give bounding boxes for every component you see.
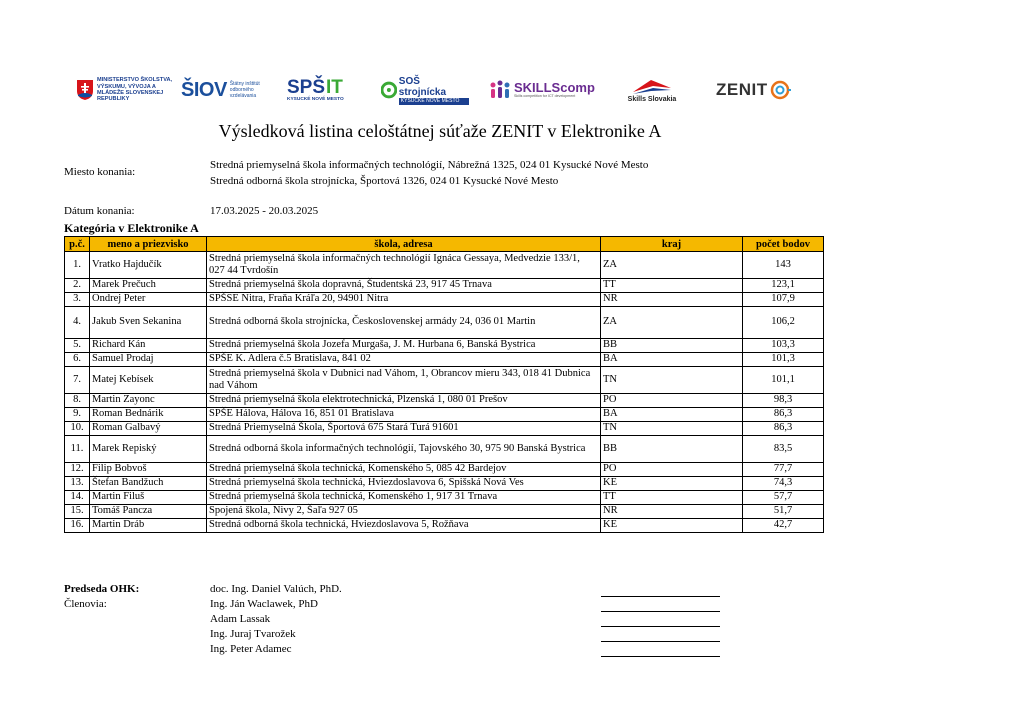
ministry-logo (76, 72, 176, 108)
cell-rank: 8. (65, 394, 90, 408)
cell-region: BA (601, 408, 743, 422)
cell-school: Stredná priemyselná škola technická, Komenského 1, 917 31 Trnava (207, 491, 601, 505)
cell-name: Marek Prečuch (90, 279, 207, 293)
table-row (65, 252, 824, 279)
table-row (65, 307, 824, 339)
header-points: počet bodov (743, 237, 824, 252)
table-row (65, 436, 824, 463)
cell-region: BB (601, 436, 743, 463)
committee-name-2: Ing. Ján Waclawek, PhD (210, 598, 318, 610)
cell-school: Stredná Priemyselná Škola, Športová 675 Stará Turá 91601 (207, 422, 601, 436)
table-row (65, 491, 824, 505)
cell-school: Stredná odborná škola strojnícka, Československej armády 24, 036 01 Martin (207, 307, 601, 339)
cell-rank: 13. (65, 477, 90, 491)
table-row (65, 394, 824, 408)
people-icon (488, 79, 512, 101)
cell-rank: 2. (65, 279, 90, 293)
cell-rank: 12. (65, 463, 90, 477)
cell-name: Vratko Hajdučík (90, 252, 207, 279)
table-row (65, 505, 824, 519)
venue-label: Miesto konania: (64, 166, 136, 178)
cell-points: 123,1 (743, 279, 824, 293)
sps-logo (287, 72, 379, 108)
cell-region: BB (601, 339, 743, 353)
cell-school: SPŠE K. Adlera č.5 Bratislava, 841 02 (207, 353, 601, 367)
sos-logo-mark: SOŠ strojnícka (398, 75, 447, 98)
table-row (65, 519, 824, 533)
cell-points: 103,3 (743, 339, 824, 353)
cell-rank: 9. (65, 408, 90, 422)
cell-name: Martin Dráb (90, 519, 207, 533)
table-header-row (65, 237, 824, 252)
skills-slovakia-logo-text: Skills Slovakia (627, 95, 677, 103)
table-row (65, 477, 824, 491)
cell-school: Stredná odborná škola technická, Hviezdoslavova 5, Rožňava (207, 519, 601, 533)
skillscomp-logo (488, 72, 603, 108)
cell-points: 83,5 (743, 436, 824, 463)
cell-school: Stredná priemyselná škola v Dubnici nad Váhom, 1, Obrancov mieru 343, 018 41 Dubnica nad Váhom (207, 367, 601, 394)
cell-name: Tomáš Pancza (90, 505, 207, 519)
it-logo-mark: IT (326, 76, 343, 98)
signature-line (601, 656, 720, 657)
category-heading: Kategória v Elektronike A (64, 221, 199, 235)
table-row (65, 422, 824, 436)
date-label: Dátum konania: (64, 205, 135, 217)
cell-rank: 1. (65, 252, 90, 279)
cell-rank: 3. (65, 293, 90, 307)
cell-region: NR (601, 293, 743, 307)
zenit-circuit-icon (769, 79, 791, 101)
results-table-body (65, 252, 824, 533)
logo-strip (76, 72, 806, 108)
cell-region: PO (601, 463, 743, 477)
cell-name: Jakub Sven Sekanina (90, 307, 207, 339)
zenit-logo (716, 72, 806, 108)
cell-region: TN (601, 367, 743, 394)
skills-slovakia-logo (616, 72, 688, 108)
cell-points: 57,7 (743, 491, 824, 505)
committee-name-5: Ing. Peter Adamec (210, 643, 292, 655)
cell-rank: 14. (65, 491, 90, 505)
siov-logo-mark: ŠIOV (181, 78, 227, 101)
cell-rank: 15. (65, 505, 90, 519)
cell-school: Stredná priemyselná škola informačných technológií Ignáca Gessaya, Medvedzie 133/1, 027 44 Tvrdošín (207, 252, 601, 279)
venue-line-1: Stredná priemyselná škola informačných technológií, Nábrežná 1325, 024 01 Kysucké Nové Mesto (210, 159, 649, 171)
chair-label: Predseda OHK: (64, 583, 140, 595)
cell-rank: 11. (65, 436, 90, 463)
gear-icon (381, 79, 397, 101)
cell-name: Štefan Bandžuch (90, 477, 207, 491)
cell-school: Stredná odborná škola informačných technológií, Tajovského 30, 975 90 Banská Bystrica (207, 436, 601, 463)
cell-name: Matej Kebísek (90, 367, 207, 394)
cell-name: Ondrej Peter (90, 293, 207, 307)
ministry-logo-text: MINISTERSTVO ŠKOLSTVA, VÝSKUMU, VÝVOJA A MLÁDEŽE SLOVENSKEJ REPUBLIKY (97, 77, 173, 103)
cell-school: Stredná priemyselná škola elektrotechnická, Plzenská 1, 080 01 Prešov (207, 394, 601, 408)
cell-rank: 4. (65, 307, 90, 339)
cell-rank: 5. (65, 339, 90, 353)
cell-school: SPŠE Hálova, Hálova 16, 851 01 Bratislava (207, 408, 601, 422)
siov-logo (181, 72, 271, 108)
cell-name: Roman Galbavý (90, 422, 207, 436)
cell-points: 86,3 (743, 422, 824, 436)
cell-school: Spojená škola, Nivy 2, Šaľa 927 05 (207, 505, 601, 519)
cell-points: 42,7 (743, 519, 824, 533)
cell-school: SPŠSE Nitra, Fraňa Kráľa 20, 94901 Nitra (207, 293, 601, 307)
date-value: 17.03.2025 - 20.03.2025 (210, 205, 319, 217)
page-title: Výsledková listina celoštátnej súťaže ZENIT v Elektronike A (218, 121, 662, 141)
cell-school: Stredná priemyselná škola dopravná, Študentská 23, 917 45 Trnava (207, 279, 601, 293)
skillscomp-logo-mark: SKILLScomp (514, 80, 595, 95)
cell-name: Martin Filuš (90, 491, 207, 505)
slovak-coat-of-arms-icon (76, 79, 94, 101)
results-table (64, 236, 824, 533)
skillscomp-logo-subtitle: Skills competition for ICT development (514, 94, 576, 98)
cell-points: 143 (743, 252, 824, 279)
signature-line (601, 641, 720, 642)
cell-region: TN (601, 422, 743, 436)
cell-region: KE (601, 519, 743, 533)
table-row (65, 293, 824, 307)
table-row (65, 353, 824, 367)
signature-line (601, 626, 720, 627)
sps-logo-mark: SPŠ (287, 76, 326, 98)
cell-rank: 10. (65, 422, 90, 436)
cell-name: Richard Kán (90, 339, 207, 353)
cell-points: 98,3 (743, 394, 824, 408)
cell-name: Marek Repiský (90, 436, 207, 463)
header-region: kraj (601, 237, 743, 252)
sos-logo-subtitle: KYSUCKÉ NOVÉ MESTO (399, 98, 469, 105)
cell-points: 86,3 (743, 408, 824, 422)
cell-name: Martin Zayonc (90, 394, 207, 408)
venue-line-2: Stredná odborná škola strojnícka, Športová 1326, 024 01 Kysucké Nové Mesto (210, 175, 559, 187)
cell-school: Stredná priemyselná škola Jozefa Murgaša, J. M. Hurbana 6, Banská Bystrica (207, 339, 601, 353)
sos-logo (381, 72, 469, 108)
signature-line (601, 611, 720, 612)
cell-rank: 6. (65, 353, 90, 367)
cell-name: Filip Bobvoš (90, 463, 207, 477)
cell-rank: 16. (65, 519, 90, 533)
header-name: meno a priezvisko (90, 237, 207, 252)
cell-school: Stredná priemyselná škola technická, Hviezdoslavova 6, Spišská Nová Ves (207, 477, 601, 491)
skills-slovakia-swoosh-icon (631, 78, 673, 96)
cell-points: 51,7 (743, 505, 824, 519)
committee-name-4: Ing. Juraj Tvarožek (210, 628, 296, 640)
cell-region: TT (601, 279, 743, 293)
cell-region: NR (601, 505, 743, 519)
cell-region: BA (601, 353, 743, 367)
cell-school: Stredná priemyselná škola technická, Komenského 5, 085 42 Bardejov (207, 463, 601, 477)
cell-region: ZA (601, 252, 743, 279)
header-rank: p.č. (65, 237, 90, 252)
cell-points: 101,3 (743, 353, 824, 367)
signature-line (601, 596, 720, 597)
cell-points: 101,1 (743, 367, 824, 394)
table-row (65, 339, 824, 353)
cell-points: 106,2 (743, 307, 824, 339)
zenit-logo-mark: ZENIT (716, 80, 768, 99)
cell-points: 77,7 (743, 463, 824, 477)
cell-region: PO (601, 394, 743, 408)
siov-logo-subtitle: Štátny inštitút odborného vzdelávania (229, 81, 260, 99)
sps-logo-subtitle: KYSUCKÉ NOVÉ MESTO (287, 96, 344, 102)
table-row (65, 367, 824, 394)
cell-name: Roman Bednárik (90, 408, 207, 422)
cell-region: TT (601, 491, 743, 505)
committee-name-1: doc. Ing. Daniel Valúch, PhD. (210, 583, 342, 595)
members-label: Členovia: (64, 598, 107, 610)
header-school: škola, adresa (207, 237, 601, 252)
cell-rank: 7. (65, 367, 90, 394)
cell-points: 74,3 (743, 477, 824, 491)
cell-name: Samuel Prodaj (90, 353, 207, 367)
committee-name-3: Adam Lassak (210, 613, 271, 625)
cell-points: 107,9 (743, 293, 824, 307)
table-row (65, 408, 824, 422)
cell-region: KE (601, 477, 743, 491)
cell-region: ZA (601, 307, 743, 339)
table-row (65, 463, 824, 477)
table-row (65, 279, 824, 293)
